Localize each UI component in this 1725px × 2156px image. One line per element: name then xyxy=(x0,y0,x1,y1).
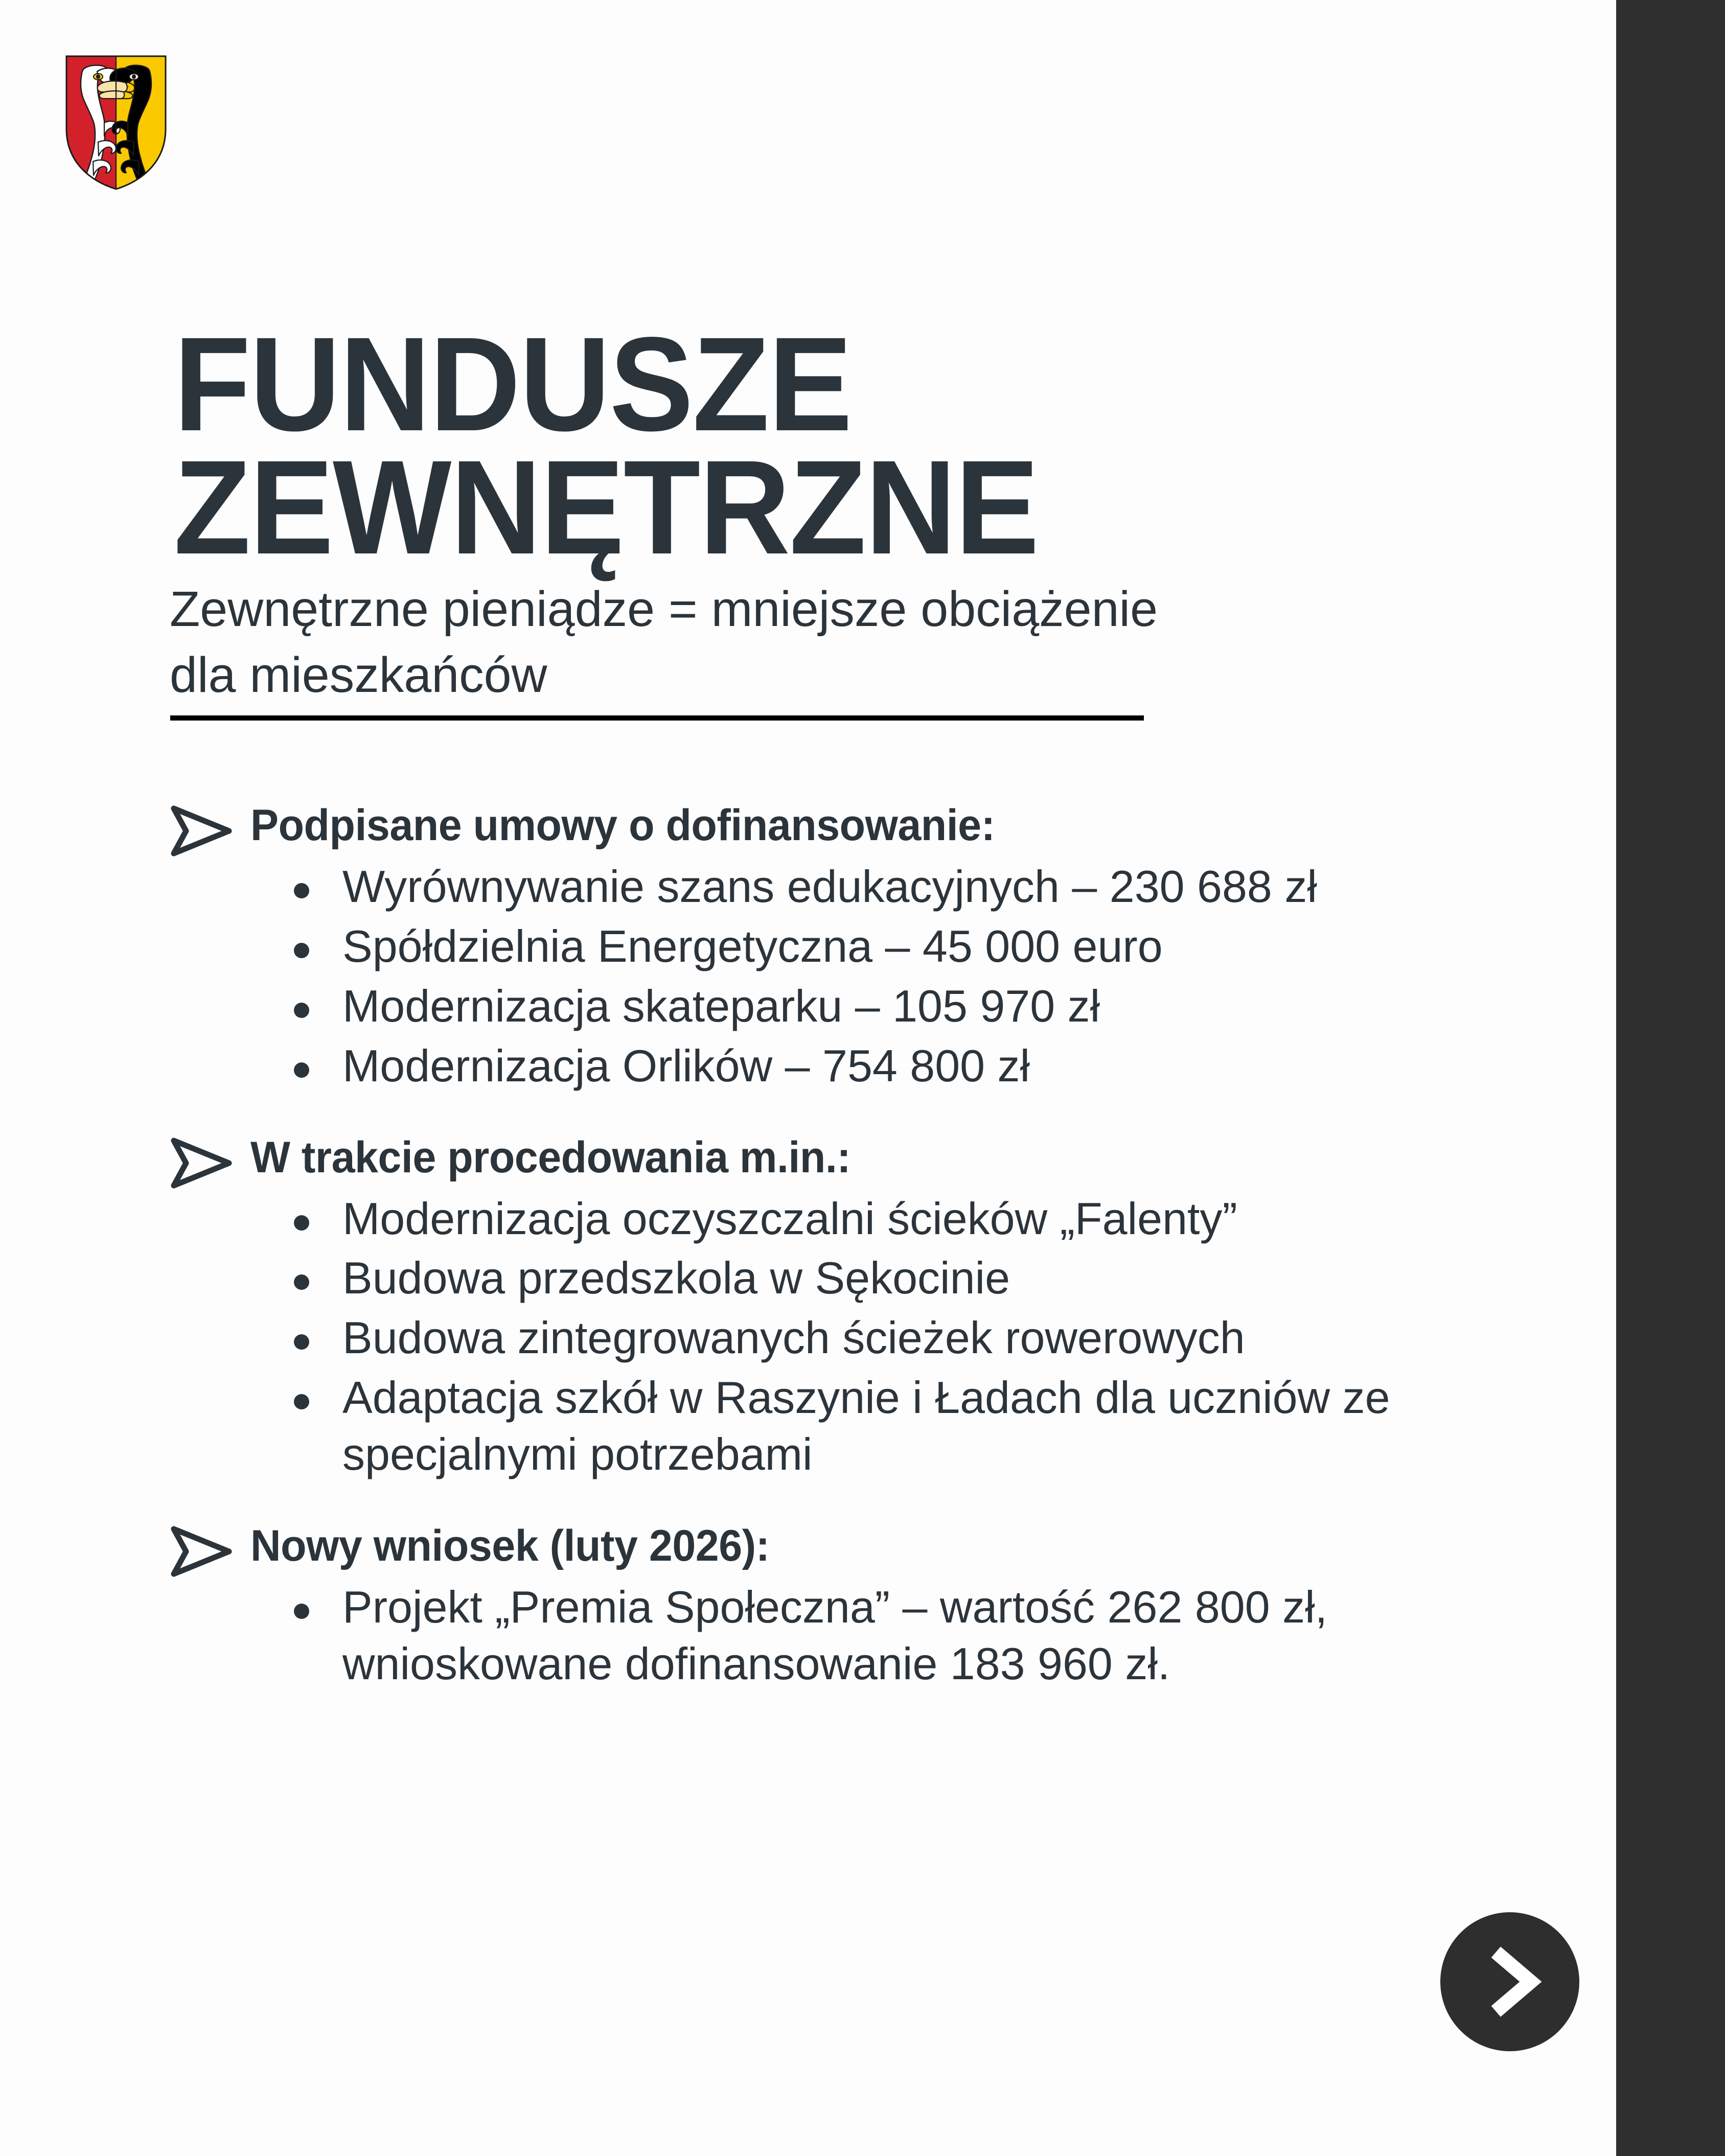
next-slide-button[interactable] xyxy=(1440,1912,1579,2051)
bullet-list xyxy=(0,1579,1584,1693)
list-item: Modernizacja skateparku – 105 970 zł xyxy=(0,978,1584,1035)
section-nowy-wniosek xyxy=(0,1523,1584,1693)
headline-line-1: FUNDUSZE xyxy=(174,309,852,459)
section-title: Podpisane umowy o dofinansowanie: xyxy=(250,801,995,850)
divider-rule xyxy=(170,715,1144,721)
dart-arrow-icon xyxy=(169,1137,234,1190)
section-heading xyxy=(0,802,1584,853)
section-title: W trakcie procedowania m.in.: xyxy=(250,1132,851,1182)
list-item: Wyrównywanie szans edukacyjnych – 230 688 zł xyxy=(0,859,1584,915)
list-item: Projekt „Premia Społeczna” – wartość 262 800 zł, wnioskowane dofinansowanie 183 960 zł. xyxy=(0,1579,1584,1693)
sections-list xyxy=(0,802,1584,1696)
page-title xyxy=(174,309,1423,582)
list-item: Budowa zintegrowanych ścieżek rowerowych xyxy=(0,1310,1584,1366)
section-heading xyxy=(0,1523,1584,1574)
list-item: Budowa przedszkola w Sękocinie xyxy=(0,1250,1584,1307)
subtitle-line-1: Zewnętrzne pieniądze = mniejsze obciążenie xyxy=(170,581,1158,637)
list-item: Modernizacja Orlików – 754 800 zł xyxy=(0,1038,1584,1095)
dart-arrow-icon xyxy=(169,804,234,857)
section-podpisane-umowy xyxy=(0,802,1584,1095)
section-title: Nowy wniosek (luty 2026): xyxy=(250,1521,770,1570)
bullet-list xyxy=(0,859,1584,1095)
dart-arrow-icon xyxy=(169,1525,234,1578)
headline-line-2: ZEWNĘTRZNE xyxy=(174,432,1039,582)
subtitle-line-2: dla mieszkańców xyxy=(170,647,547,703)
list-item: Modernizacja oczyszczalni ścieków „Falenty” xyxy=(0,1191,1584,1247)
list-item: Adaptacja szkół w Raszynie i Ładach dla uczniów ze specjalnymi potrzebami xyxy=(0,1370,1584,1483)
bullet-list xyxy=(0,1191,1584,1483)
subtitle xyxy=(170,576,1447,708)
chevron-right-icon xyxy=(1482,1946,1543,2018)
section-w-trakcie-procedowania xyxy=(0,1134,1584,1483)
right-accent-bar xyxy=(1616,0,1725,2156)
list-item: Spółdzielnia Energetyczna – 45 000 euro xyxy=(0,918,1584,975)
section-heading xyxy=(0,1134,1584,1186)
